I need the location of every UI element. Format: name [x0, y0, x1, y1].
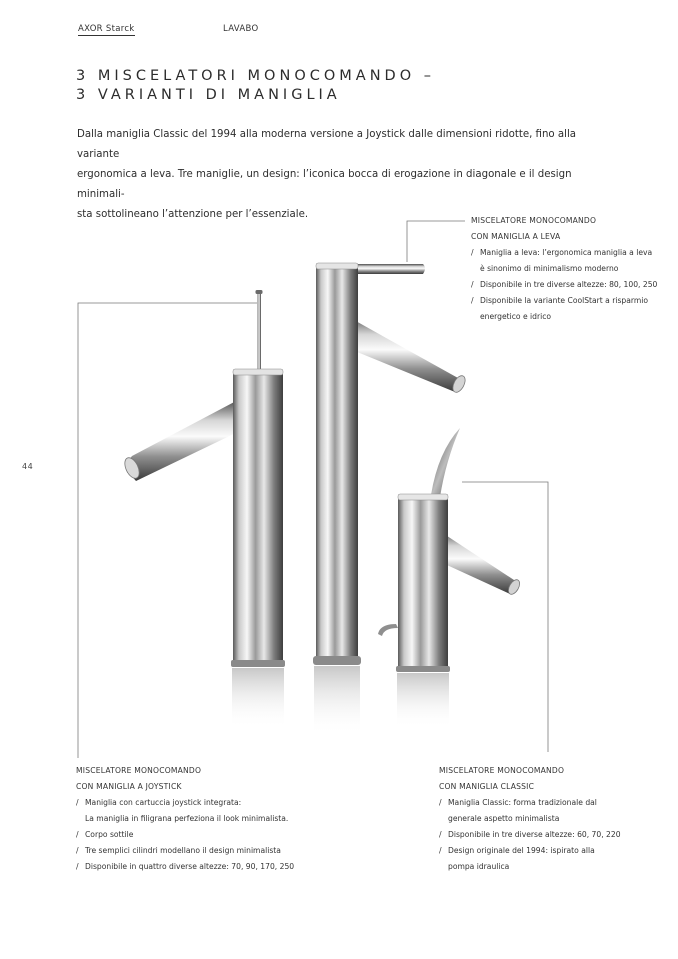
list-item-text: / Maniglia Classic: forma tradizionale dal: [448, 798, 597, 807]
caption-joystick-title-1: MISCELATORE MONOCOMANDO: [76, 766, 202, 775]
list-item-text: energetico e idrico: [480, 312, 552, 321]
classic-spout: [436, 530, 516, 594]
leader-line-joystick: [78, 303, 258, 758]
caption-joystick-faucet: [76, 763, 336, 875]
list-item-text: / Disponibile la variante CoolStart a risparmio: [480, 296, 649, 305]
section-label: LAVABO: [223, 24, 259, 34]
list-item-text: è sinonimo di minimalismo moderno: [480, 264, 619, 273]
list-item-text: pompa idraulica: [448, 862, 510, 871]
lever-body: [316, 263, 358, 661]
list-item: [471, 245, 671, 277]
caption-joystick-title-2: CON MANIGLIA A JOYSTICK: [76, 782, 182, 791]
list-item: [471, 293, 671, 325]
leader-line-leva: [407, 221, 465, 262]
list-item-text: / Tre semplici cilindri modellano il design minimalista: [85, 846, 281, 855]
classic-body: [398, 494, 448, 670]
list-item-text: / Corpo sottile: [85, 830, 134, 839]
joystick-body: [233, 369, 283, 665]
list-item-text: / Maniglia con cartuccia joystick integrata:: [85, 798, 242, 807]
list-item: [439, 843, 669, 875]
list-item: [76, 795, 336, 827]
leader-line-classic: [462, 482, 548, 752]
intro-line-3: sta sottolineano l’attenzione per l’essenziale.: [77, 209, 309, 220]
classic-handle: [431, 428, 460, 497]
caption-lever-faucet: [471, 213, 671, 325]
page-title-line-2: 3 VARIANTI DI MANIGLIA: [76, 87, 341, 103]
list-item: [439, 795, 669, 827]
list-item-text: generale aspetto minimalista: [448, 814, 560, 823]
caption-lever-title-2: CON MANIGLIA A LEVA: [471, 232, 561, 241]
caption-classic-faucet: [439, 763, 669, 875]
list-item-text: / Design originale del 1994: ispirato alla: [448, 846, 595, 855]
caption-lever-title-1: MISCELATORE MONOCOMANDO: [471, 216, 597, 225]
list-item-text: / Disponibile in tre diverse altezze: 60, 70, 220: [448, 830, 621, 839]
list-item-text: / Disponibile in quattro diverse altezze: 70, 90, 170, 250: [85, 862, 295, 871]
joystick-rod: [257, 292, 261, 370]
brand-label: AXOR Starck: [78, 24, 135, 34]
intro-line-1: Dalla maniglia Classic del 1994 alla moderna versione a Joystick dalle dimensioni ridotte, fino alla variante: [77, 129, 577, 160]
list-item: [76, 827, 336, 843]
caption-classic-title-2: CON MANIGLIA CLASSIC: [439, 782, 535, 791]
caption-classic-title-1: MISCELATORE MONOCOMANDO: [439, 766, 565, 775]
lever-spout: [340, 315, 460, 392]
faucet-classic: [378, 428, 522, 728]
caption-classic-list: [439, 795, 669, 875]
caption-joystick-list: [76, 795, 336, 875]
page-title-line-1: 3 MISCELATORI MONOCOMANDO –: [76, 68, 435, 84]
page-number: 44: [22, 462, 34, 471]
list-item-text: / Maniglia a leva: l’ergonomica maniglia a leva: [480, 248, 653, 257]
faucet-joystick: [122, 290, 285, 728]
list-item: [471, 277, 671, 293]
list-item: [76, 843, 336, 859]
list-item: [439, 827, 669, 843]
list-item: [76, 859, 336, 875]
joystick-spout: [128, 400, 242, 481]
classic-drain-rod: [378, 624, 398, 636]
intro-line-2: ergonomica a leva. Tre maniglie, un design: l’iconica bocca di erogazione in diagonale e il design minimali-: [77, 169, 572, 200]
caption-lever-list: [471, 245, 671, 325]
list-item-text: / Disponibile in tre diverse altezze: 80, 100, 250: [480, 280, 658, 289]
list-item-text: La maniglia in filigrana perfeziona il look minimalista.: [85, 814, 289, 823]
